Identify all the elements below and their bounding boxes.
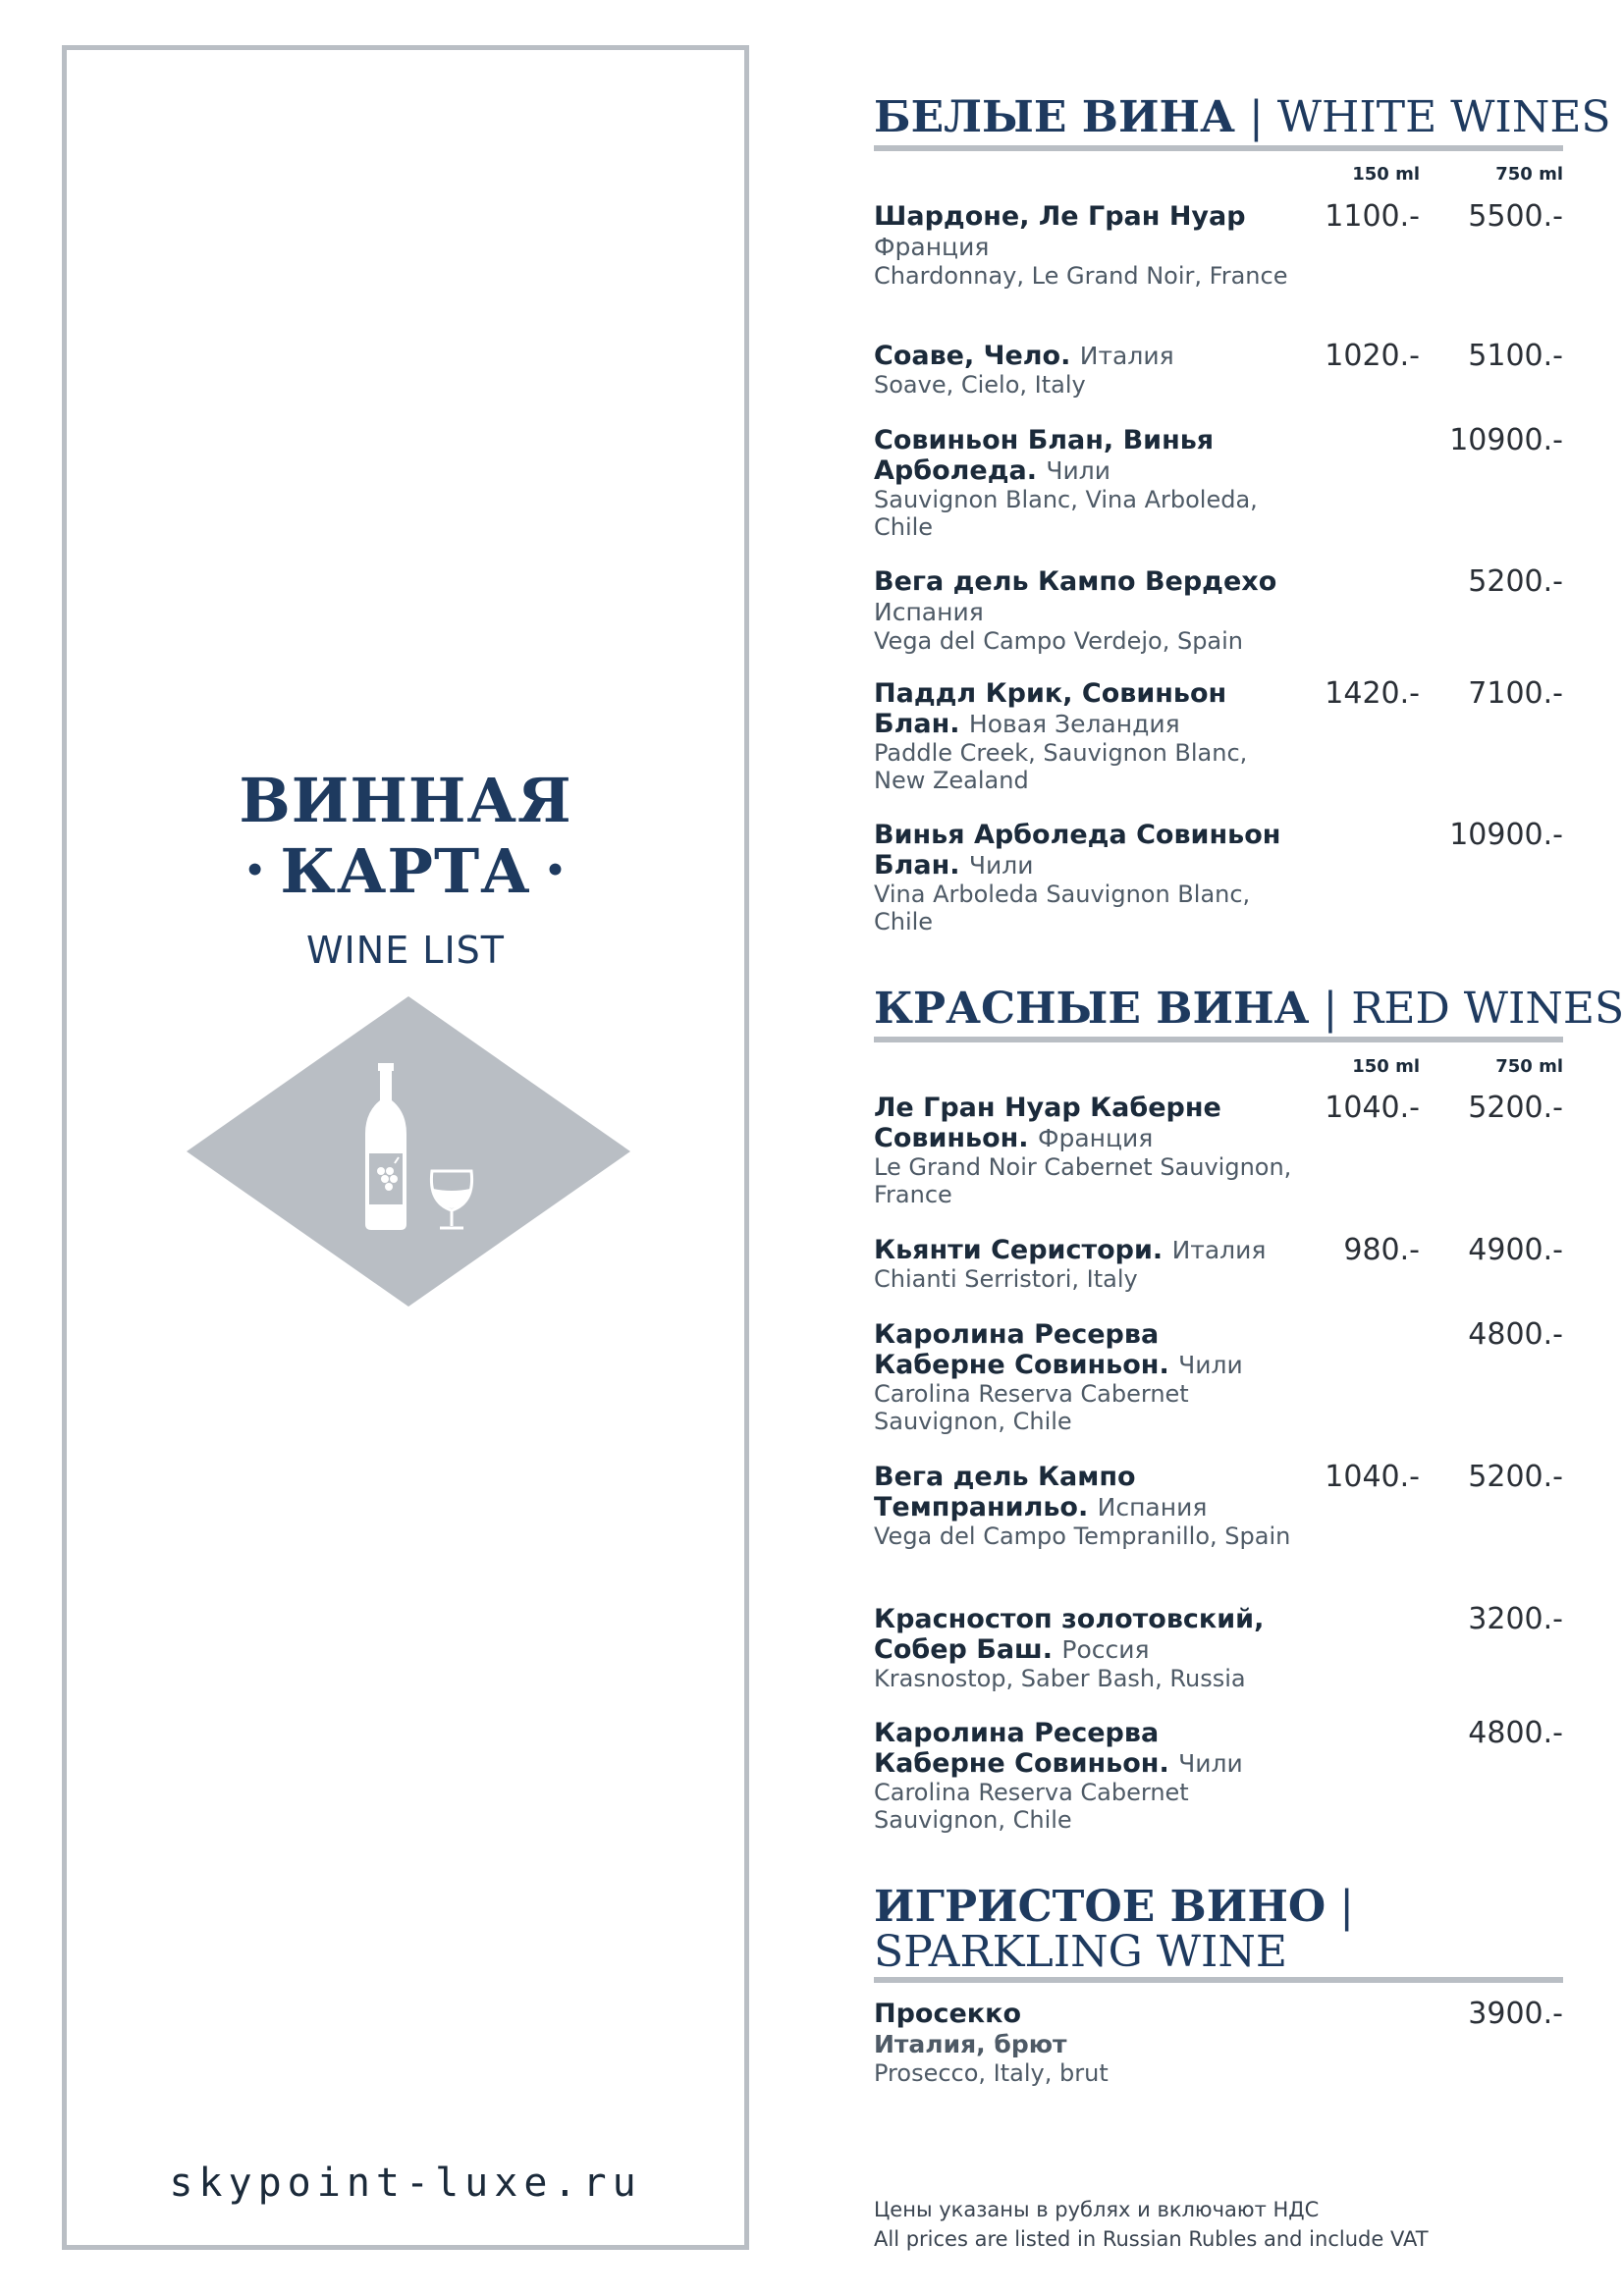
section-title-en: RED WINES: [1351, 984, 1624, 1034]
section-title-ru: КРАСНЫЕ ВИНА: [874, 984, 1310, 1034]
item-subtitle: Carolina Reserva Cabernet Sauvignon, Chile: [874, 1779, 1189, 1834]
price-750: 3900.-: [1468, 1997, 1563, 2031]
menu-item: [874, 1604, 1563, 1692]
section-title-en: WHITE WINES: [1276, 92, 1611, 142]
section-title-red: [874, 984, 1624, 1034]
wine-emblem: [187, 996, 630, 1307]
price-footnote: [874, 2195, 1429, 2254]
item-name: Вега дель Кампо Вердехо Испания: [874, 566, 1277, 626]
item-country: Франция: [1037, 1124, 1154, 1152]
price-150: 1020.-: [1325, 339, 1420, 373]
price-750: 5200.-: [1468, 1091, 1563, 1125]
item-country: Италия: [1079, 342, 1174, 370]
item-country: Россия: [1061, 1635, 1150, 1664]
section-separator: |: [1323, 984, 1338, 1034]
menu-item: [874, 566, 1563, 655]
item-name: Каролина Ресерва Каберне Совиньон. Чили: [874, 1718, 1243, 1779]
menu-item: [874, 678, 1563, 794]
item-subtitle: Paddle Creek, Sauvignon Blanc, New Zealand: [874, 739, 1248, 794]
menu-item: [874, 1235, 1563, 1293]
item-country: Италия, брют: [874, 2030, 1067, 2058]
col-header-750: 750 ml: [1495, 1056, 1563, 1077]
price-150: 1040.-: [1325, 1091, 1420, 1125]
item-name: Каролина Ресерва Каберне Совиньон. Чили: [874, 1319, 1243, 1380]
section-separator: |: [1248, 92, 1264, 142]
item-subtitle: Le Grand Noir Cabernet Sauvignon, France: [874, 1153, 1292, 1208]
section-title-ru: БЕЛЫЕ ВИНА: [874, 92, 1235, 142]
menu-item: [874, 425, 1563, 541]
section-title-sparkling: [874, 1882, 1563, 1977]
cover-subtitle: WINE LIST: [305, 929, 505, 972]
price-150: 980.-: [1343, 1233, 1420, 1267]
col-header-150: 150 ml: [1352, 164, 1420, 185]
item-name: Вега дель Кампо Темпранильо. Испания: [874, 1462, 1208, 1522]
section-rule: [874, 1977, 1563, 1983]
cover-panel: [62, 45, 749, 2250]
footnote-ru: Цены указаны в рублях и включают НДС: [874, 2198, 1320, 2221]
item-subtitle: Chardonnay, Le Grand Noir, France: [874, 262, 1288, 290]
item-country: Чили: [1046, 456, 1111, 485]
price-750: 4800.-: [1468, 1716, 1563, 1750]
price-750: 5200.-: [1468, 1460, 1563, 1494]
menu-item: [874, 1319, 1563, 1435]
item-subtitle: Carolina Reserva Cabernet Sauvignon, Chile: [874, 1380, 1189, 1435]
item-name: Шардоне, Ле Гран Нуар Франция: [874, 201, 1246, 261]
item-subtitle: Sauvignon Blanc, Vina Arboleda, Chile: [874, 486, 1258, 541]
item-name: Соаве, Чело. Италия: [874, 341, 1174, 371]
item-subtitle: Vega del Campo Tempranillo, Spain: [874, 1522, 1291, 1550]
section-title-en: SPARKLING WINE: [874, 1927, 1287, 1977]
item-subtitle: Vina Arboleda Sauvignon Blanc, Chile: [874, 881, 1251, 935]
item-subtitle: Vega del Campo Verdejo, Spain: [874, 627, 1244, 655]
menu-item: [874, 1999, 1563, 2087]
price-750: 5500.-: [1468, 199, 1563, 234]
section-title-white: [874, 92, 1611, 142]
price-150: 1100.-: [1325, 199, 1420, 234]
section-title-ru: ИГРИСТОЕ ВИНО: [874, 1882, 1326, 1932]
footnote-en: All prices are listed in Russian Rubles and include VAT: [874, 2227, 1429, 2251]
menu-item: [874, 341, 1563, 399]
item-subtitle: Prosecco, Italy, brut: [874, 2059, 1109, 2087]
price-750: 7100.-: [1468, 676, 1563, 711]
col-header-150: 150 ml: [1352, 1056, 1420, 1077]
menu-item: [874, 1093, 1563, 1208]
cover-title-word: КАРТА: [280, 835, 531, 907]
price-750: 5100.-: [1468, 339, 1563, 373]
item-name: Кьянти Серистори. Италия: [874, 1235, 1267, 1265]
item-name: Паддл Крик, Совиньон Блан. Новая Зеландия: [874, 678, 1227, 739]
price-750: 10900.-: [1449, 818, 1563, 852]
col-header-750: 750 ml: [1495, 164, 1563, 185]
cover-title-line2: [67, 835, 744, 907]
cover-title-line1: ВИННАЯ: [239, 765, 572, 836]
item-name: Ле Гран Нуар Каберне Совиньон. Франция: [874, 1093, 1221, 1153]
item-country: Чили: [1178, 1749, 1243, 1778]
price-750: 4900.-: [1468, 1233, 1563, 1267]
section-rule: [874, 1037, 1563, 1042]
item-subtitle: Soave, Cielo, Italy: [874, 371, 1086, 399]
price-750: 5200.-: [1468, 564, 1563, 599]
menu-item: [874, 201, 1563, 290]
price-750: 3200.-: [1468, 1602, 1563, 1636]
item-country: Италия: [1171, 1236, 1267, 1264]
item-country: Чили: [1178, 1351, 1243, 1379]
price-750: 10900.-: [1449, 423, 1563, 457]
item-name: Красностоп золотовский, Собер Баш. Россия: [874, 1604, 1265, 1665]
item-name: Совиньон Блан, Винья Арболеда. Чили: [874, 425, 1215, 486]
item-subtitle: Chianti Serristori, Italy: [874, 1265, 1138, 1293]
item-country: Испания: [874, 598, 984, 626]
item-country: Чили: [968, 851, 1034, 880]
price-750: 4800.-: [1468, 1317, 1563, 1352]
item-country: Испания: [1097, 1493, 1208, 1522]
item-country: Новая Зеландия: [968, 710, 1180, 738]
menu-item: [874, 820, 1563, 935]
section-rule: [874, 145, 1563, 151]
bullet-left: •: [244, 851, 267, 890]
menu-item: [874, 1718, 1563, 1834]
menu-item: [874, 1462, 1563, 1550]
price-150: 1420.-: [1325, 676, 1420, 711]
website-link[interactable]: skypoint-luxe.ru: [169, 2161, 642, 2206]
section-separator: |: [1339, 1882, 1355, 1932]
item-name: Винья Арболеда Совиньон Блан. Чили: [874, 820, 1281, 881]
item-country: Франция: [874, 233, 990, 261]
price-150: 1040.-: [1325, 1460, 1420, 1494]
item-name: Просекко Италия, брют: [874, 1999, 1067, 2058]
bullet-right: •: [544, 851, 568, 890]
item-subtitle: Krasnostop, Saber Bash, Russia: [874, 1665, 1246, 1692]
